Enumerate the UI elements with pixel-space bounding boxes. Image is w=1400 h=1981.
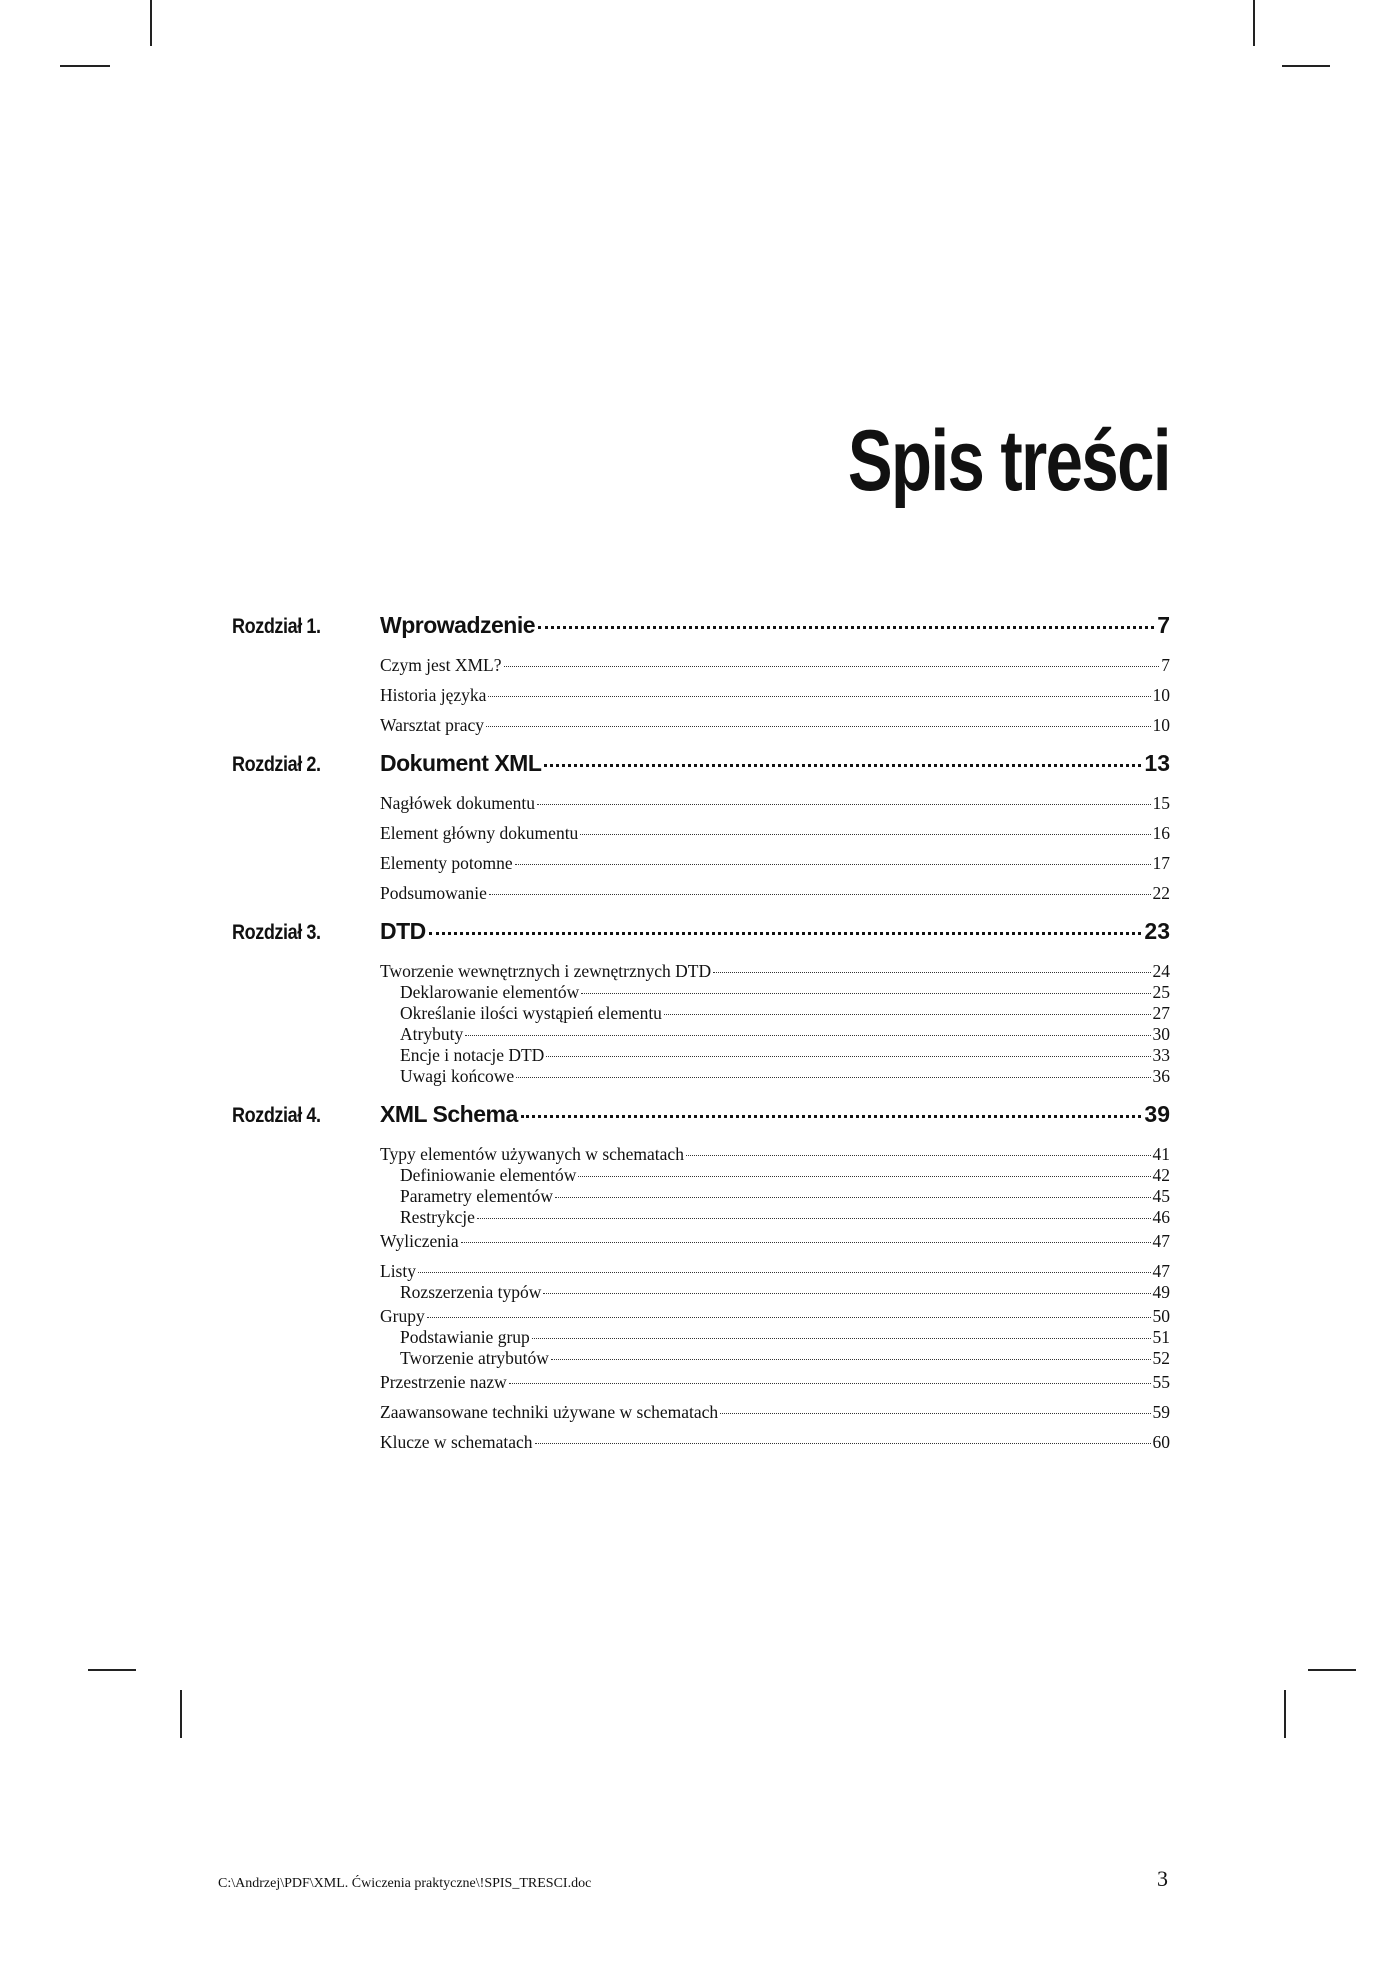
dot-leader: [543, 1293, 1150, 1294]
toc-entry-page-number: 47: [1152, 1261, 1170, 1281]
toc-chapter: [232, 918, 1170, 1101]
dot-leader: [461, 1242, 1151, 1243]
toc-entry[interactable]: [380, 1165, 1170, 1186]
chapter-heading[interactable]: [232, 918, 1170, 952]
table-of-contents: [232, 612, 1170, 1467]
toc-entry[interactable]: [380, 1186, 1170, 1207]
crop-mark: [150, 0, 152, 46]
chapter-entries: [380, 654, 1170, 750]
dot-leader: [664, 1014, 1151, 1015]
dot-leader: [686, 1155, 1151, 1156]
toc-entry-page-number: 45: [1152, 1186, 1170, 1206]
toc-entry-label[interactable]: Tworzenie atrybutów: [400, 1348, 549, 1368]
toc-entry[interactable]: [380, 1348, 1170, 1369]
toc-entry-page-number: 16: [1152, 823, 1170, 843]
toc-entry-page-number: 36: [1152, 1066, 1170, 1086]
toc-entry-label[interactable]: Definiowanie elementów: [400, 1165, 577, 1185]
dot-leader: [720, 1413, 1150, 1414]
toc-entry-label[interactable]: Podsumowanie: [380, 883, 487, 903]
toc-entry[interactable]: [380, 882, 1170, 904]
dot-leader: [532, 1338, 1151, 1339]
toc-entry[interactable]: [380, 714, 1170, 736]
toc-entry[interactable]: [380, 1143, 1170, 1165]
chapter-page-number: 23: [1144, 918, 1170, 944]
toc-entry-page-number: 50: [1152, 1306, 1170, 1326]
toc-entry-page-number: 10: [1152, 715, 1170, 735]
chapter-entries: [380, 792, 1170, 918]
dot-leader: [713, 972, 1150, 973]
toc-entry[interactable]: [380, 982, 1170, 1003]
toc-entry[interactable]: [380, 960, 1170, 982]
toc-entry-label[interactable]: Nagłówek dokumentu: [380, 793, 536, 813]
dot-leader: [537, 804, 1150, 805]
dot-leader: [418, 1272, 1151, 1273]
toc-entry-page-number: 7: [1161, 655, 1170, 675]
chapter-number: Rozdział 1.: [232, 615, 321, 638]
toc-entry-label[interactable]: Wyliczenia: [380, 1231, 459, 1251]
toc-entry-page-number: 33: [1152, 1045, 1170, 1065]
toc-entry-page-number: 59: [1152, 1402, 1170, 1422]
toc-entry[interactable]: [380, 1260, 1170, 1282]
toc-entry-label[interactable]: Rozszerzenia typów: [400, 1282, 542, 1302]
toc-entry[interactable]: [380, 1327, 1170, 1348]
toc-entry-page-number: 22: [1152, 883, 1170, 903]
dot-leader: [477, 1218, 1151, 1219]
toc-entry-page-number: 46: [1152, 1207, 1170, 1227]
toc-entry[interactable]: [380, 684, 1170, 706]
chapter-title[interactable]: Wprowadzenie: [380, 612, 536, 638]
toc-entry-page-number: 60: [1152, 1432, 1170, 1452]
toc-entry[interactable]: [380, 1024, 1170, 1045]
toc-entry[interactable]: [380, 1401, 1170, 1423]
dot-leader: [427, 1317, 1151, 1318]
dot-leader: [555, 1197, 1150, 1198]
crop-mark: [1284, 1690, 1286, 1738]
toc-entry-label[interactable]: Czym jest XML?: [380, 655, 502, 675]
toc-entry-label[interactable]: Uwagi końcowe: [400, 1066, 515, 1086]
chapter-title[interactable]: Dokument XML: [380, 750, 542, 776]
dot-leader: [535, 1443, 1151, 1444]
dot-leader: [551, 1359, 1151, 1360]
dot-leader: [504, 666, 1160, 667]
dot-leader: [488, 696, 1150, 697]
crop-mark: [60, 65, 110, 67]
toc-entry-page-number: 25: [1152, 982, 1170, 1002]
toc-entry[interactable]: [380, 1045, 1170, 1066]
dot-leader: [509, 1383, 1151, 1384]
toc-entry-label[interactable]: Listy: [380, 1261, 416, 1281]
toc-entry-label[interactable]: Grupy: [380, 1306, 425, 1326]
toc-entry-label[interactable]: Typy elementów używanych w schematach: [380, 1144, 684, 1164]
toc-entry-page-number: 10: [1152, 685, 1170, 705]
chapter-title[interactable]: DTD: [380, 918, 426, 944]
chapter-heading[interactable]: [232, 1101, 1170, 1135]
toc-entry-label[interactable]: Encje i notacje DTD: [400, 1045, 545, 1065]
toc-entry-page-number: 47: [1152, 1231, 1170, 1251]
toc-entry-label[interactable]: Elementy potomne: [380, 853, 513, 873]
toc-entry[interactable]: [380, 1282, 1170, 1303]
toc-entry[interactable]: [380, 1431, 1170, 1453]
toc-entry-label[interactable]: Warsztat pracy: [380, 715, 485, 735]
toc-entry[interactable]: [380, 654, 1170, 676]
chapter-number: Rozdział 4.: [232, 1104, 321, 1127]
chapter-page-number: 39: [1144, 1101, 1170, 1127]
chapter-number: Rozdział 2.: [232, 753, 321, 776]
dot-leader: [465, 1035, 1150, 1036]
toc-entry[interactable]: [380, 792, 1170, 814]
toc-entry-label[interactable]: Określanie ilości wystąpień elementu: [400, 1003, 662, 1023]
dot-leader: [544, 764, 1141, 767]
chapter-number: Rozdział 3.: [232, 921, 321, 944]
toc-entry-page-number: 30: [1152, 1024, 1170, 1044]
toc-entry-label[interactable]: Element główny dokumentu: [380, 823, 579, 843]
toc-chapter: [232, 750, 1170, 918]
dot-leader: [429, 932, 1142, 935]
toc-entry[interactable]: [380, 1230, 1170, 1252]
dot-leader: [516, 1077, 1150, 1078]
toc-entry-label[interactable]: Historia języka: [380, 685, 487, 705]
toc-entry-label[interactable]: Atrybuty: [400, 1024, 464, 1044]
dot-leader: [578, 1176, 1150, 1177]
crop-mark: [1308, 1669, 1356, 1671]
toc-entry-page-number: 52: [1152, 1348, 1170, 1368]
dot-leader: [580, 834, 1150, 835]
dot-leader: [546, 1056, 1150, 1057]
chapter-heading[interactable]: [232, 750, 1170, 784]
chapter-heading[interactable]: [232, 612, 1170, 646]
toc-entry-page-number: 42: [1152, 1165, 1170, 1185]
footer-file-path: C:\Andrzej\PDF\XML. Ćwiczenia praktyczne\!SPIS_TRESCI.doc: [218, 1876, 592, 1891]
chapter-entries: [380, 1143, 1170, 1467]
toc-entry-page-number: 51: [1152, 1327, 1170, 1347]
crop-mark: [1282, 65, 1330, 67]
dot-leader: [521, 1115, 1142, 1118]
chapter-title[interactable]: XML Schema: [380, 1101, 518, 1127]
dot-leader: [581, 993, 1150, 994]
chapter-title-row[interactable]: [380, 612, 1170, 639]
toc-chapter: [232, 612, 1170, 750]
toc-entry-page-number: 41: [1152, 1144, 1170, 1164]
toc-entry-label[interactable]: Restrykcje: [400, 1207, 475, 1227]
chapter-page-number: 13: [1144, 750, 1170, 776]
toc-entry-page-number: 17: [1152, 853, 1170, 873]
chapter-title-row[interactable]: [380, 918, 1170, 945]
toc-entry[interactable]: [380, 1305, 1170, 1327]
toc-entry-page-number: 55: [1152, 1372, 1170, 1392]
chapter-title-row[interactable]: [380, 750, 1170, 777]
toc-entry-page-number: 49: [1152, 1282, 1170, 1302]
toc-entry[interactable]: [380, 822, 1170, 844]
toc-entry-label[interactable]: Podstawianie grup: [400, 1327, 530, 1347]
toc-entry[interactable]: [380, 1207, 1170, 1228]
toc-entry-label[interactable]: Tworzenie wewnętrznych i zewnętrznych DTD: [380, 961, 712, 981]
toc-chapter: [232, 1101, 1170, 1467]
toc-entry-page-number: 15: [1152, 793, 1170, 813]
chapter-title-row[interactable]: [380, 1101, 1170, 1128]
toc-entry[interactable]: [380, 1371, 1170, 1393]
toc-entry[interactable]: [380, 1066, 1170, 1087]
crop-mark: [88, 1669, 136, 1671]
toc-entry-label[interactable]: Zaawansowane techniki używane w schematach: [380, 1402, 719, 1422]
crop-mark: [180, 1690, 182, 1738]
toc-entry-label[interactable]: Parametry elementów: [400, 1186, 554, 1206]
dot-leader: [538, 626, 1154, 629]
toc-entry-label[interactable]: Deklarowanie elementów: [400, 982, 580, 1002]
toc-entry-label[interactable]: Klucze w schematach: [380, 1432, 533, 1452]
toc-entry[interactable]: [380, 852, 1170, 874]
chapter-page-number: 7: [1157, 612, 1170, 638]
dot-leader: [486, 726, 1150, 727]
dot-leader: [515, 864, 1151, 865]
footer-page-number: 3: [1157, 1866, 1168, 1891]
chapter-entries: [380, 960, 1170, 1101]
crop-mark: [1253, 0, 1255, 46]
dot-leader: [489, 894, 1151, 895]
toc-entry-page-number: 24: [1152, 961, 1170, 981]
page-title: Spis treści: [847, 413, 1170, 509]
toc-entry[interactable]: [380, 1003, 1170, 1024]
toc-entry-label[interactable]: Przestrzenie nazw: [380, 1372, 507, 1392]
toc-entry-page-number: 27: [1152, 1003, 1170, 1023]
